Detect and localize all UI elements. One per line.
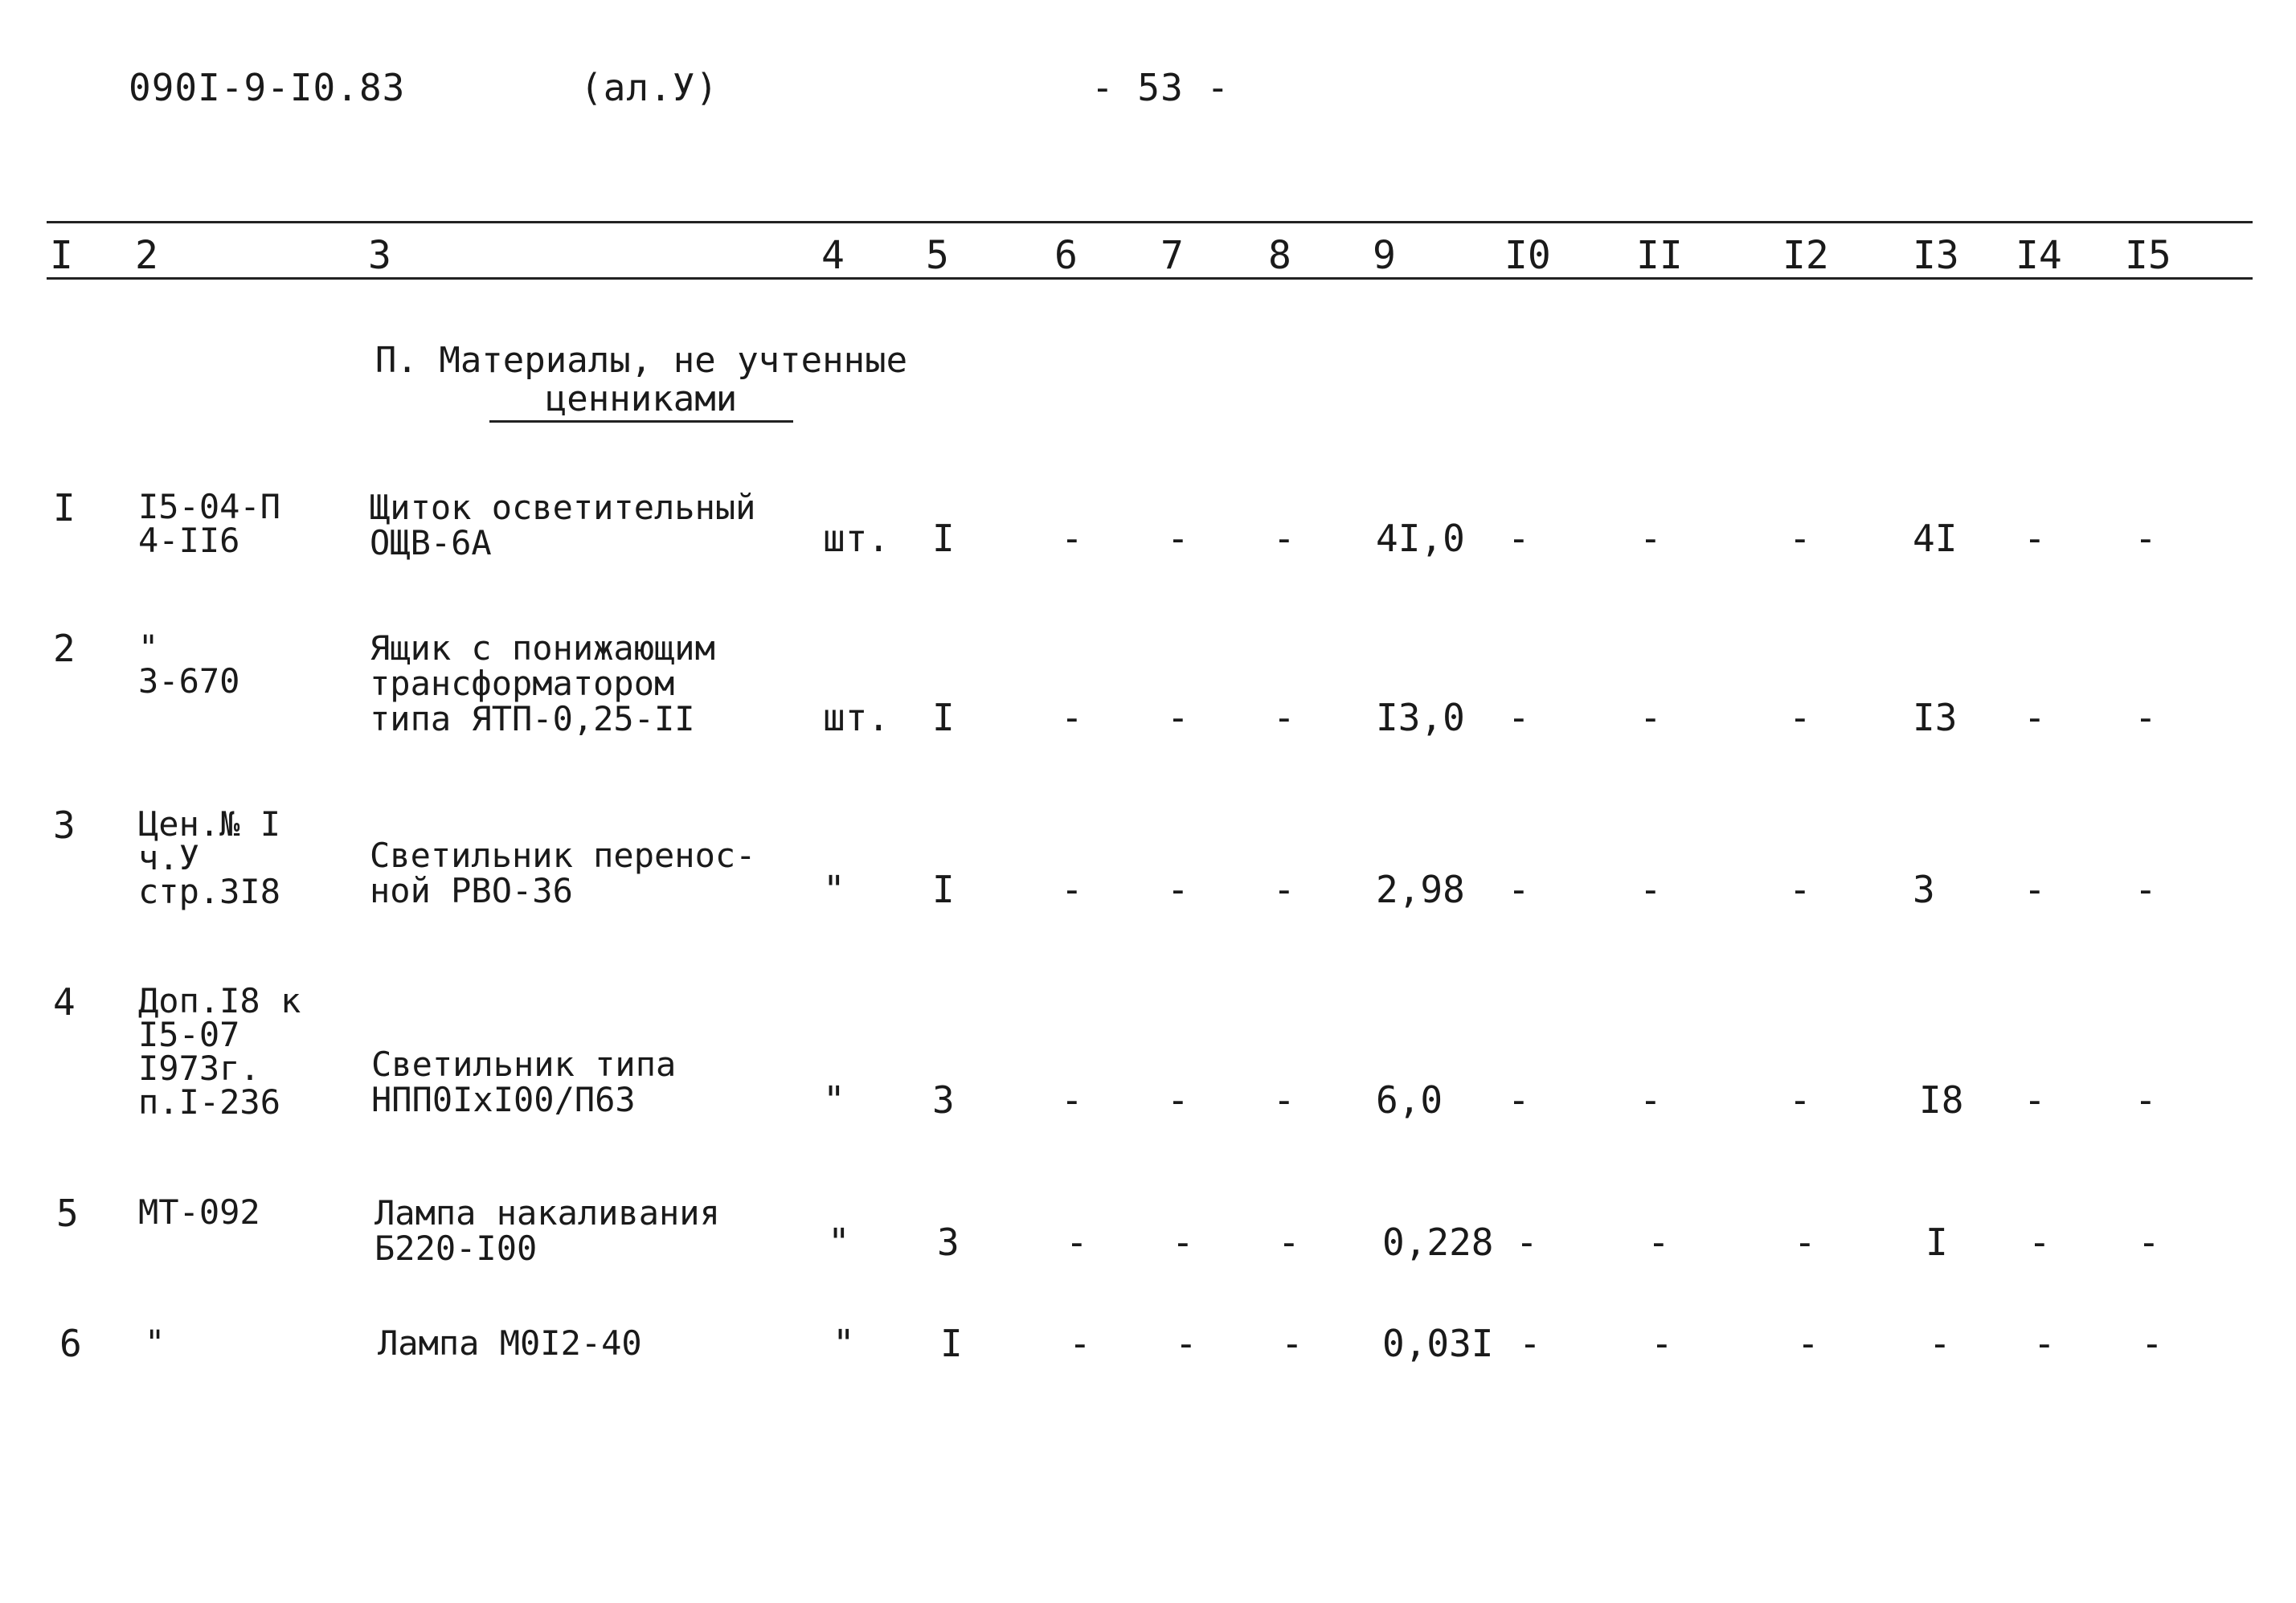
total-cost: 3 [1913,868,1935,911]
quantity: 3 [932,1078,955,1122]
quantity: I [932,868,955,911]
unit: шт. [823,696,890,739]
cell-col15: - [2134,696,2157,739]
cell-col11: - [1639,696,1662,739]
cell-col15: - [2134,868,2157,911]
section-title-underlined: ценниками [489,380,793,423]
row-number: I [53,486,76,530]
cell-col7: - [1167,517,1189,560]
column-number: 8 [1268,233,1291,278]
cell-col14: - [2028,1221,2051,1264]
column-number: I2 [1782,233,1829,278]
cell-col11: - [1639,1078,1662,1122]
row-number: 6 [59,1322,82,1365]
cell-col10: - [1508,696,1530,739]
item-name: Лампа накаливания Б220-I00 [374,1193,720,1268]
cell-col10: - [1508,1078,1530,1122]
column-number: II [1636,233,1683,278]
unit-price: 4I,0 [1376,517,1465,560]
cell-col7: - [1172,1221,1194,1264]
section-title [368,341,915,423]
cell-col8: - [1281,1322,1304,1365]
total-cost: 4I [1913,517,1958,560]
price-reference: " 3-670 [138,628,240,701]
column-number: 9 [1373,233,1396,278]
cell-col6: - [1061,1078,1083,1122]
quantity: I [932,517,955,560]
cell-col14: - [2024,1078,2046,1122]
column-number: I4 [2016,233,2062,278]
section-title-line: П. Материалы, не учтенные [374,340,908,381]
column-number: 3 [368,233,391,278]
cell-col14: - [2024,517,2046,560]
column-number: I [50,233,73,278]
cell-col15: - [2141,1322,2163,1365]
cell-col7: - [1175,1322,1197,1365]
cell-col12: - [1789,517,1811,560]
cell-col15: - [2134,517,2157,560]
unit-price: 0,228 [1382,1221,1494,1264]
column-number: 2 [135,233,158,278]
column-number: 5 [926,233,949,278]
price-reference: МТ-092 [138,1192,260,1232]
column-number: 7 [1160,233,1184,278]
table-top-rule [47,221,2253,223]
quantity: 3 [937,1221,960,1264]
cell-col12: - [1794,1221,1816,1264]
column-number: I3 [1913,233,1959,278]
item-name: Щиток осветительный ОЩВ-6А [370,488,756,562]
cell-col6: - [1061,517,1083,560]
cell-col7: - [1167,868,1189,911]
cell-col12: - [1789,1078,1811,1122]
quantity: I [932,696,955,739]
cell-col8: - [1278,1221,1300,1264]
cell-col15: - [2138,1221,2160,1264]
cell-col10: - [1519,1322,1541,1365]
cell-col7: - [1167,696,1189,739]
document-code: 090I-9-I0.83 [129,66,406,109]
unit-price: 2,98 [1376,868,1465,911]
total-cost: I3 [1913,696,1958,739]
row-number: 2 [53,627,76,670]
price-reference: Цен.№ I ч.У стр.3I8 [138,804,281,911]
unit: " [828,1221,850,1264]
total-cost: I [1926,1221,1948,1264]
cell-col10: - [1508,868,1530,911]
cell-col11: - [1651,1322,1673,1365]
cell-col6: - [1061,696,1083,739]
cell-col11: - [1647,1221,1670,1264]
cell-col14: - [2024,868,2046,911]
cell-col8: - [1273,696,1295,739]
cell-col10: - [1516,1221,1538,1264]
cell-col15: - [2134,1078,2157,1122]
cell-col14: - [2033,1322,2056,1365]
column-number: 4 [821,233,845,278]
column-number: I0 [1504,233,1551,278]
unit-price: 6,0 [1376,1078,1443,1122]
unit: " [833,1322,855,1365]
unit: шт. [823,517,890,560]
item-name: Светильник типа НПП0IxI00/П63 [371,1045,677,1119]
item-name: Лампа М0I2-40 [378,1323,642,1363]
album-label: (ал.У) [580,66,719,109]
unit-price: 0,03I [1382,1322,1494,1365]
price-reference: Доп.I8 к I5-07 I973г. п.I-236 [138,981,301,1122]
cell-col6: - [1066,1221,1088,1264]
cell-col12: - [1797,1322,1819,1365]
cell-col11: - [1639,517,1662,560]
unit: " [823,1078,845,1122]
cell-col6: - [1061,868,1083,911]
price-reference: I5-04-П 4-II6 [138,487,281,560]
item-name: Ящик с понижающим трансформатором типа ЯТП-0,25-II [370,628,715,738]
cell-col14: - [2024,696,2046,739]
cell-col11: - [1639,868,1662,911]
unit-price: I3,0 [1376,696,1465,739]
cell-col12: - [1789,696,1811,739]
cell-col6: - [1069,1322,1091,1365]
column-number: I5 [2125,233,2171,278]
unit: " [823,868,845,911]
cell-col8: - [1273,517,1295,560]
quantity: I [940,1322,963,1365]
cell-col8: - [1273,1078,1295,1122]
cell-col8: - [1273,868,1295,911]
price-reference: " [145,1323,166,1362]
total-cost: I8 [1919,1078,1964,1122]
cell-col10: - [1508,517,1530,560]
row-number: 5 [56,1192,79,1235]
column-number: 6 [1054,233,1078,278]
page-number: - 53 - [1091,66,1230,109]
total-cost: - [1929,1322,1951,1365]
row-number: 4 [53,980,76,1024]
item-name: Светильник перенос- ной РВО-36 [370,836,756,910]
cell-col7: - [1167,1078,1189,1122]
row-number: 3 [53,804,76,847]
cell-col12: - [1789,868,1811,911]
